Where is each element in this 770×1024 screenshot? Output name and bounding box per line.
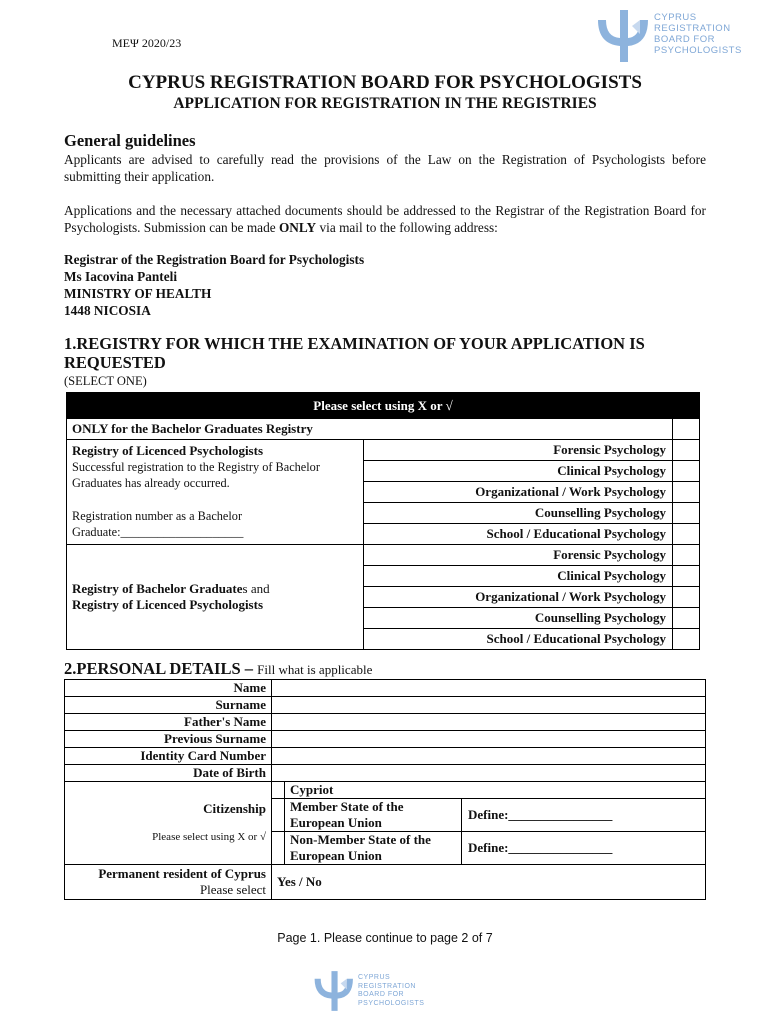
id-card-label: Identity Card Number [65,748,272,765]
document-code: ΜΕΨ 2020/23 [112,36,182,50]
both-school-label: School / Educational Psychology [364,629,673,650]
section1-heading: 1.REGISTRY FOR WHICH THE EXAMINATION OF YOUR APPLICATION IS REQUESTED [64,334,645,372]
fathers-name-input[interactable] [272,714,706,731]
fathers-name-label: Father's Name [65,714,272,731]
date-of-birth-input[interactable] [272,765,706,782]
both-forensic-checkbox[interactable] [673,545,700,566]
licenced-counselling-checkbox[interactable] [673,503,700,524]
licenced-registry-cell: Registry of Licenced Psychologists Successful registration to the Registry of Bachelor Graduates has already occurred. Registration number as a Bachelor Graduate:____________________ [67,440,364,545]
non-member-state-checkbox[interactable] [272,832,285,865]
licenced-counselling-label: Counselling Psychology [364,503,673,524]
licenced-forensic-checkbox[interactable] [673,440,700,461]
surname-label: Surname [65,697,272,714]
board-logo [592,6,742,68]
member-state-label: Member State of the European Union [285,799,462,832]
non-member-state-label: Non-Member State of the European Union [285,832,462,865]
member-state-checkbox[interactable] [272,799,285,832]
previous-surname-label: Previous Surname [65,731,272,748]
logo-caption: CYPRUS REGISTRATION BOARD FOR PSYCHOLOGISTS [654,12,742,56]
psi-logo-icon [592,6,652,66]
permanent-resident-cell: Permanent resident of Cyprus Please select [65,865,272,900]
table-header: Please select using X or √ [67,393,700,419]
bachelor-only-checkbox[interactable] [673,419,700,440]
permanent-resident-select[interactable]: Yes / No [272,865,706,900]
licenced-school-label: School / Educational Psychology [364,524,673,545]
guidelines-paragraph-1: Applicants are advised to carefully read the provisions of the Law on the Registration of Psychologists before submitting their application. [64,152,706,184]
non-member-state-define-field[interactable]: Define:________________ [462,832,706,865]
both-counselling-checkbox[interactable] [673,608,700,629]
page-footer: Page 1. Please continue to page 2 of 7 [277,931,493,945]
footer-logo-caption: CYPRUS REGISTRATION BOARD FOR PSYCHOLOGISTS [358,974,425,1007]
select-one-note: (SELECT ONE) [64,374,147,388]
licenced-clinical-label: Clinical Psychology [364,461,673,482]
guidelines-heading: General guidelines [64,131,196,150]
licenced-clinical-checkbox[interactable] [673,461,700,482]
previous-surname-input[interactable] [272,731,706,748]
both-organizational-checkbox[interactable] [673,587,700,608]
licenced-school-checkbox[interactable] [673,524,700,545]
both-clinical-checkbox[interactable] [673,566,700,587]
licenced-organizational-label: Organizational / Work Psychology [364,482,673,503]
name-input[interactable] [272,680,706,697]
id-card-input[interactable] [272,748,706,765]
both-registries-cell: Registry of Bachelor Graduates and Registry of Licenced Psychologists [67,545,364,650]
cypriot-label: Cypriot [285,782,706,799]
registrar-address: Registrar of the Registration Board for Psychologists Ms Iacovina Panteli MINISTRY OF HEALTH 1448 NICOSIA [64,252,365,318]
registry-selection-table [66,392,700,650]
name-label: Name [65,680,272,697]
registration-number-field[interactable]: Registration number as a Bachelor Graduate:____________________ [72,509,244,539]
both-organizational-label: Organizational / Work Psychology [364,587,673,608]
both-forensic-label: Forensic Psychology [364,545,673,566]
date-of-birth-label: Date of Birth [65,765,272,782]
section2-heading: 2.PERSONAL DETAILS – Fill what is applicable [64,659,373,678]
licenced-organizational-checkbox[interactable] [673,482,700,503]
member-state-define-field[interactable]: Define:________________ [462,799,706,832]
citizenship-cell: Citizenship Please select using X or √ [65,782,272,865]
personal-details-table [64,679,706,900]
cypriot-checkbox[interactable] [272,782,285,799]
footer-logo [310,966,440,1016]
page-subtitle: APPLICATION FOR REGISTRATION IN THE REGISTRIES [173,95,597,112]
surname-input[interactable] [272,697,706,714]
licenced-forensic-label: Forensic Psychology [364,440,673,461]
page-title: CYPRUS REGISTRATION BOARD FOR PSYCHOLOGISTS [128,72,642,93]
both-counselling-label: Counselling Psychology [364,608,673,629]
psi-logo-icon [310,968,356,1014]
bachelor-only-label: ONLY for the Bachelor Graduates Registry [67,419,673,440]
guidelines-paragraph-2: Applications and the necessary attached documents should be addressed to the Registrar of the Registration Board for Psychologists. Submission can be made ONLY via mail to the following address: [64,203,706,235]
both-clinical-label: Clinical Psychology [364,566,673,587]
both-school-checkbox[interactable] [673,629,700,650]
